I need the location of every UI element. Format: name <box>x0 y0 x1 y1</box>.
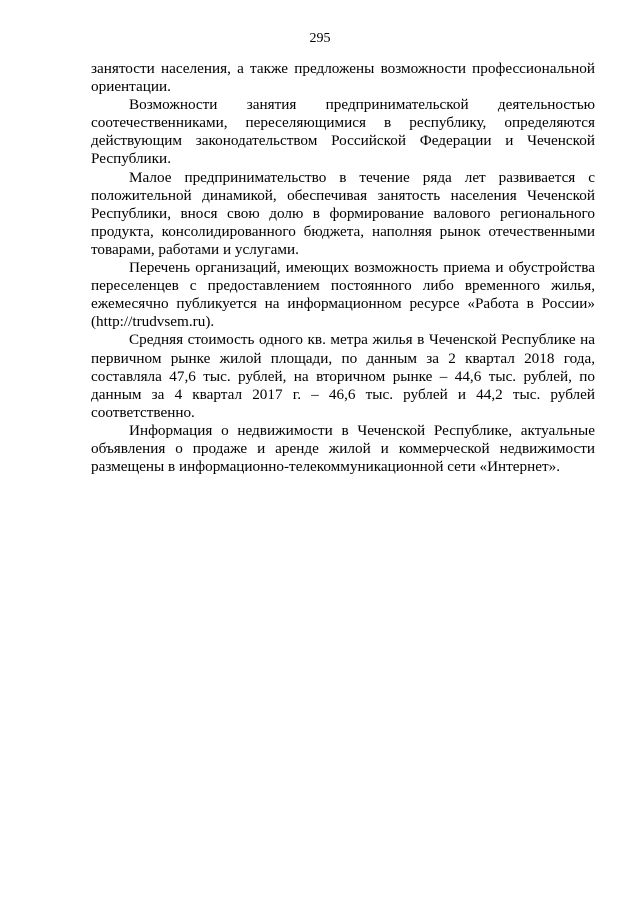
body-text <box>91 60 595 476</box>
paragraph-entrepreneurship-rights: Возможности занятия предпринимательской деятельностью соотечественниками, переселяющимися в республику, определяются действующим законодательством Российской Федерации и Чеченской Республики. <box>91 96 595 168</box>
paragraph-continuation: занятости населения, а также предложены возможности профессиональной ориентации. <box>91 60 595 96</box>
paragraph-housing-prices: Средняя стоимость одного кв. метра жилья в Чеченской Республике на первичном рынке жилой площади, по данным за 2 квартал 2018 года, составляла 47,6 тыс. рублей, на вторичном рынке – 44,6 тыс. рублей, по данным за 4 квартал 2017 г. – 46,6 тыс. рублей и 44,2 тыс. рублей соответственно. <box>91 331 595 421</box>
page-number: 295 <box>309 31 331 46</box>
paragraph-real-estate-info: Информация о недвижимости в Чеченской Республике, актуальные объявления о продаже и аренде жилой и коммерческой недвижимости размещены в информационно-телекоммуникационной сети «Интернет». <box>91 421 595 476</box>
paragraph-housing-organizations: Перечень организаций, имеющих возможность приема и обустройства переселенцев с предоставлением постоянного либо временного жилья, ежемесячно публикуется на информационном ресурсе «Работа в России» (http://trudvsem.ru). <box>91 259 595 331</box>
paragraph-small-business: Малое предпринимательство в течение ряда лет развивается с положительной динамикой, обеспечивая занятость населения Чеченской Республики, внося свою долю в формирование валового регионального продукта, консолидированного бюджета, наполняя рынок отечественными товарами, работами и услугами. <box>91 168 595 258</box>
